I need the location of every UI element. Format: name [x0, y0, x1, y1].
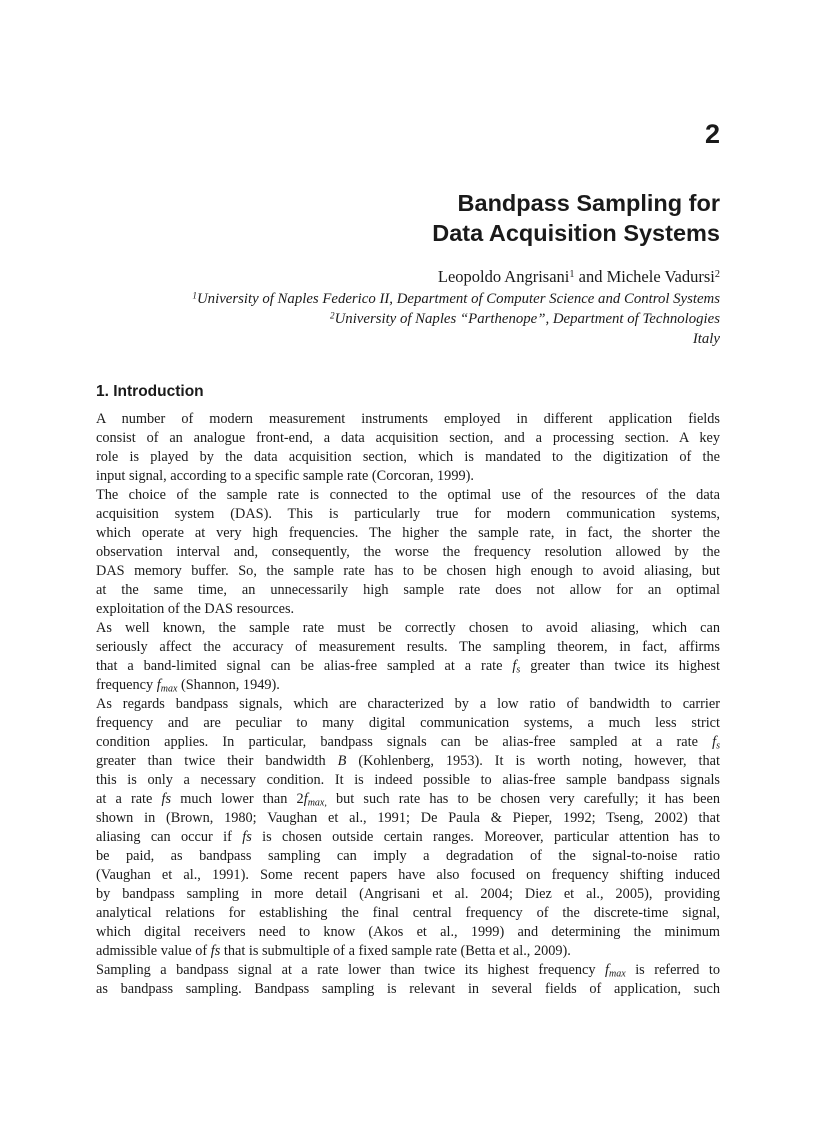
text-line: (Vaughan et al., 1991). Some recent papers have also focused on frequency shifting induced	[96, 867, 720, 883]
affiliations	[192, 289, 720, 349]
text-line: analytical relations for establishing the final central frequency of the discrete-time signal,	[96, 905, 720, 921]
text-line: As well known, the sample rate must be correctly chosen to avoid aliasing, which can	[96, 620, 720, 636]
symbol-f: f	[712, 734, 717, 750]
text-run: greater than twice its highest	[530, 658, 720, 674]
affiliation-country	[192, 329, 720, 349]
author-joiner: and	[574, 267, 607, 286]
chapter-title-line-2: Data Acquisition Systems	[432, 220, 720, 246]
text-run: aliasing can occur if	[96, 829, 232, 845]
chapter-title-line-1: Bandpass Sampling for	[457, 190, 720, 216]
text-run: that is submultiple of a fixed sample rate (Betta et al., 2009).	[223, 943, 571, 959]
subscript-s: s	[516, 664, 521, 676]
text-line: frequency and are peculiar to many digital communication systems, a much less strict	[96, 715, 720, 731]
author-line	[438, 266, 720, 288]
text-line	[96, 828, 720, 847]
text-run: but such rate has to be chosen very carefully; it has been	[336, 791, 720, 807]
affiliation-2-text: University of Naples “Parthenope”, Department of Technologies	[334, 311, 720, 327]
author-1-affiliation-mark: 1	[569, 268, 575, 280]
text-line: which operate at very high frequencies. The higher the sample rate, in fact, the shorter the	[96, 525, 720, 541]
text-run: (Kohlenberg, 1953). It is worth noting, however, that	[358, 753, 720, 769]
text-line	[96, 752, 720, 771]
symbol-f: f	[303, 791, 308, 807]
text-line	[96, 733, 720, 752]
chapter-number: 2	[704, 119, 720, 149]
text-line: shown in (Brown, 1980; Vaughan et al., 1991; De Paula & Pieper, 1992; Tseng, 2002) that	[96, 810, 720, 826]
text-line: observation interval and, consequently, the worse the frequency resolution allowed by the	[96, 544, 720, 560]
affiliation-2	[192, 309, 720, 329]
symbol-f: f	[156, 677, 161, 693]
text-line	[96, 657, 720, 676]
symbol-fs: fs	[210, 943, 221, 959]
text-line: DAS memory buffer. So, the sample rate has to be chosen high enough to avoid aliasing, but	[96, 563, 720, 579]
affiliation-country-text: Italy	[692, 331, 720, 347]
symbol-fs: fs	[161, 791, 172, 807]
body-text	[96, 410, 720, 999]
text-line: which digital receivers need to know (Akos et al., 1999) and determining the minimum	[96, 924, 720, 940]
subscript-s: s	[716, 740, 720, 752]
text-line	[96, 961, 720, 980]
symbol-fs: fs	[242, 829, 252, 845]
text-line	[96, 676, 720, 695]
text-line: seriously affect the accuracy of measurement results. The sampling theorem, in fact, affirms	[96, 639, 720, 655]
affiliation-1-text: University of Naples Federico II, Department of Computer Science and Control Systems	[197, 291, 720, 307]
text-line: input signal, according to a specific sample rate (Corcoran, 1999).	[96, 468, 474, 484]
subscript-max: max	[609, 968, 626, 980]
symbol-f: f	[605, 962, 610, 978]
author-1: Leopoldo Angrisani	[437, 267, 570, 286]
author-2: Michele Vadursi	[606, 267, 715, 286]
text-line: this is only a necessary condition. It is indeed possible to alias-free sample bandpass signals	[96, 772, 720, 788]
subscript-max: max,	[307, 797, 327, 809]
text-line: role is played by the data acquisition section, which is mandated to the digitization of the	[96, 449, 720, 465]
text-run: is chosen outside certain ranges. Moreover, particular attention has to	[262, 829, 720, 845]
text-run: condition applies. In particular, bandpass signals can be alias-free sampled at a rate	[96, 734, 698, 750]
text-line: as bandpass sampling. Bandpass sampling is relevant in several fields of application, such	[96, 981, 720, 997]
subscript-max: max	[160, 683, 178, 695]
symbol-f: f	[512, 658, 517, 674]
text-line: As regards bandpass signals, which are characterized by a low ratio of bandwidth to carrier	[96, 696, 720, 712]
text-line	[96, 790, 720, 809]
text-line: A number of modern measurement instruments employed in different application fields	[96, 411, 720, 427]
text-line: be paid, as bandpass sampling can imply a degradation of the signal-to-noise ratio	[96, 848, 720, 864]
text-run: at a rate	[96, 791, 153, 807]
section-heading: 1. Introduction	[96, 383, 204, 400]
text-run: frequency	[96, 677, 154, 693]
text-run: (Shannon, 1949).	[180, 677, 280, 693]
text-line: exploitation of the DAS resources.	[96, 601, 295, 617]
text-line: at the same time, an unnecessarily high sample rate does not allow for an optimal	[96, 582, 720, 598]
text-line: acquisition system (DAS). This is particularly true for modern communication systems,	[96, 506, 720, 522]
text-run: Sampling a bandpass signal at a rate lower than twice its highest frequency	[96, 962, 596, 978]
author-2-affiliation-mark: 2	[714, 268, 720, 280]
affiliation-2-mark: 2	[330, 310, 335, 321]
text-run: much lower than 2	[180, 791, 304, 807]
affiliation-1-mark: 1	[192, 290, 197, 301]
chapter-title	[432, 188, 720, 248]
text-line: by bandpass sampling in more detail (Angrisani et al. 2004; Diez et al., 2005), providing	[96, 886, 720, 902]
text-line: The choice of the sample rate is connected to the optimal use of the resources of the data	[96, 487, 720, 503]
text-run: is referred to	[635, 962, 720, 978]
text-run: admissible value of	[96, 943, 208, 959]
affiliation-1	[192, 289, 720, 309]
text-run: greater than twice their bandwidth	[96, 753, 326, 769]
text-run: that a band-limited signal can be alias-free sampled at a rate	[96, 658, 503, 674]
text-line	[96, 942, 720, 961]
symbol-B: B	[337, 753, 347, 769]
text-line: consist of an analogue front-end, a data acquisition section, and a processing section. A key	[96, 430, 720, 446]
